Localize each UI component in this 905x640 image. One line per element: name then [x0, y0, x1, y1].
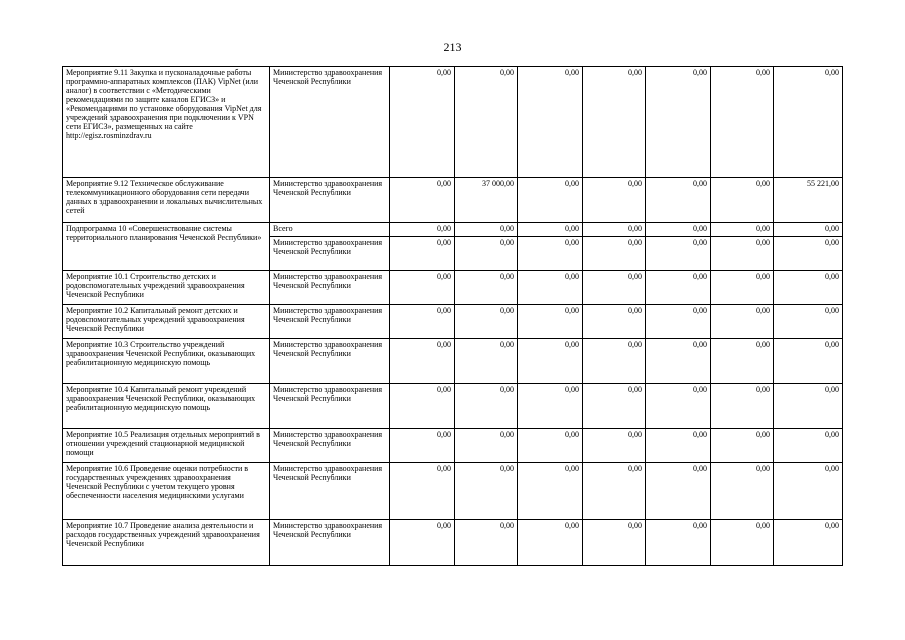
value-cell: 0,00	[646, 384, 711, 429]
executor: Министерство здравоохранения Чеченской Республики	[270, 178, 390, 223]
value-cell: 0,00	[390, 305, 455, 339]
value-cell: 0,00	[455, 384, 518, 429]
value-cell: 0,00	[518, 271, 583, 305]
activity-name: Подпрограмма 10 «Совершенствование системы территориального планирования Чеченской Республики»	[63, 223, 270, 271]
executor: Министерство здравоохранения Чеченской Республики	[270, 463, 390, 520]
value-cell: 0,00	[455, 237, 518, 271]
table-row	[63, 520, 843, 566]
value-cell: 0,00	[518, 305, 583, 339]
table-row	[63, 271, 843, 305]
activity-name: Мероприятие 10.1 Строительство детских и родовспомогательных учреждений здравоохранения Чеченской Республики	[63, 271, 270, 305]
value-cell: 0,00	[583, 237, 646, 271]
value-cell: 0,00	[518, 339, 583, 384]
value-cell: 0,00	[583, 223, 646, 237]
value-cell: 0,00	[774, 305, 843, 339]
value-cell: 0,00	[390, 178, 455, 223]
value-cell: 0,00	[455, 339, 518, 384]
executor: Всего	[270, 223, 390, 237]
value-cell: 0,00	[455, 67, 518, 178]
value-cell: 0,00	[518, 429, 583, 463]
value-cell: 0,00	[455, 223, 518, 237]
value-cell: 0,00	[583, 271, 646, 305]
executor: Министерство здравоохранения Чеченской Республики	[270, 520, 390, 566]
value-cell: 0,00	[774, 384, 843, 429]
value-cell: 0,00	[390, 67, 455, 178]
value-cell: 55 221,00	[774, 178, 843, 223]
value-cell: 0,00	[518, 223, 583, 237]
value-cell: 0,00	[583, 463, 646, 520]
table-row	[63, 339, 843, 384]
value-cell: 0,00	[390, 429, 455, 463]
value-cell: 0,00	[646, 271, 711, 305]
table-row	[63, 67, 843, 178]
value-cell: 0,00	[774, 463, 843, 520]
value-cell: 0,00	[518, 520, 583, 566]
value-cell: 0,00	[646, 429, 711, 463]
value-cell: 0,00	[646, 67, 711, 178]
value-cell: 0,00	[583, 429, 646, 463]
value-cell: 0,00	[711, 305, 774, 339]
value-cell: 0,00	[390, 384, 455, 429]
value-cell: 0,00	[711, 67, 774, 178]
value-cell: 0,00	[390, 271, 455, 305]
table-row	[63, 384, 843, 429]
value-cell: 0,00	[646, 339, 711, 384]
value-cell: 0,00	[646, 305, 711, 339]
value-cell: 0,00	[774, 271, 843, 305]
value-cell: 0,00	[390, 237, 455, 271]
value-cell: 0,00	[711, 271, 774, 305]
value-cell: 0,00	[711, 237, 774, 271]
table-row	[63, 223, 843, 237]
value-cell: 0,00	[711, 520, 774, 566]
executor: Министерство здравоохранения Чеченской Республики	[270, 237, 390, 271]
value-cell: 0,00	[774, 429, 843, 463]
executor: Министерство здравоохранения Чеченской Республики	[270, 429, 390, 463]
table-row	[63, 429, 843, 463]
executor: Министерство здравоохранения Чеченской Республики	[270, 305, 390, 339]
activity-name: Мероприятие 10.7 Проведение анализа деятельности и расходов государственных учреждений здравоохранения Чеченской Республики	[63, 520, 270, 566]
value-cell: 0,00	[455, 463, 518, 520]
table-row	[63, 178, 843, 223]
value-cell: 0,00	[390, 463, 455, 520]
activity-name: Мероприятие 9.12 Техническое обслуживание телекоммуникационного оборудования сети передачи данных в здравоохранении и локальных вычислительных сетей	[63, 178, 270, 223]
value-cell: 0,00	[583, 520, 646, 566]
value-cell: 0,00	[711, 384, 774, 429]
value-cell: 0,00	[518, 178, 583, 223]
value-cell: 0,00	[646, 223, 711, 237]
value-cell: 0,00	[646, 237, 711, 271]
value-cell: 0,00	[390, 520, 455, 566]
executor: Министерство здравоохранения Чеченской Республики	[270, 339, 390, 384]
value-cell: 0,00	[583, 67, 646, 178]
executor: Министерство здравоохранения Чеченской Республики	[270, 67, 390, 178]
value-cell: 0,00	[518, 237, 583, 271]
table-row	[63, 463, 843, 520]
activity-name: Мероприятие 10.2 Капитальный ремонт детских и родовспомогательных учреждений здравоохранения Чеченской Республики	[63, 305, 270, 339]
value-cell: 37 000,00	[455, 178, 518, 223]
value-cell: 0,00	[583, 305, 646, 339]
executor: Министерство здравоохранения Чеченской Республики	[270, 384, 390, 429]
value-cell: 0,00	[774, 67, 843, 178]
value-cell: 0,00	[711, 339, 774, 384]
value-cell: 0,00	[646, 463, 711, 520]
activity-name: Мероприятие 9.11 Закупка и пусконаладочные работы программно-аппаратных комплексов (ПАК) VipNet (или аналог) в соответствии с «Методическими рекомендациями по защите каналов ЕГИСЗ» и «Рекомендациями по установке оборудования VipNet для учреждений здравоохранения при подключении к VPN сети ЕГИСЗ», размещенных на сайте http://egisz.rosminzdrav.ru	[63, 67, 270, 178]
value-cell: 0,00	[774, 237, 843, 271]
value-cell: 0,00	[774, 223, 843, 237]
value-cell: 0,00	[390, 339, 455, 384]
value-cell: 0,00	[455, 520, 518, 566]
value-cell: 0,00	[455, 305, 518, 339]
activity-name: Мероприятие 10.4 Капитальный ремонт учреждений здравоохранения Чеченской Республики, оказывающих реабилитационную медицинскую помощь	[63, 384, 270, 429]
value-cell: 0,00	[774, 339, 843, 384]
value-cell: 0,00	[711, 223, 774, 237]
value-cell: 0,00	[646, 520, 711, 566]
page-number: 213	[443, 40, 462, 54]
value-cell: 0,00	[455, 271, 518, 305]
table-row	[63, 305, 843, 339]
value-cell: 0,00	[583, 178, 646, 223]
value-cell: 0,00	[711, 429, 774, 463]
budget-table	[62, 66, 843, 566]
value-cell: 0,00	[646, 178, 711, 223]
value-cell: 0,00	[583, 339, 646, 384]
activity-name: Мероприятие 10.3 Строительство учреждений здравоохранения Чеченской Республики, оказывающих реабилитационную медицинскую помощь	[63, 339, 270, 384]
value-cell: 0,00	[518, 67, 583, 178]
value-cell: 0,00	[774, 520, 843, 566]
activity-name: Мероприятие 10.6 Проведение оценки потребности в государственных учреждениях здравоохранения Чеченской Республики с учетом текущего уровня обеспеченности населения медицинскими услугами	[63, 463, 270, 520]
value-cell: 0,00	[455, 429, 518, 463]
activity-name: Мероприятие 10.5 Реализация отдельных мероприятий в отношении учреждений стационарной медицинской помощи	[63, 429, 270, 463]
value-cell: 0,00	[583, 384, 646, 429]
value-cell: 0,00	[711, 178, 774, 223]
executor: Министерство здравоохранения Чеченской Республики	[270, 271, 390, 305]
value-cell: 0,00	[518, 384, 583, 429]
value-cell: 0,00	[390, 223, 455, 237]
value-cell: 0,00	[711, 463, 774, 520]
value-cell: 0,00	[518, 463, 583, 520]
